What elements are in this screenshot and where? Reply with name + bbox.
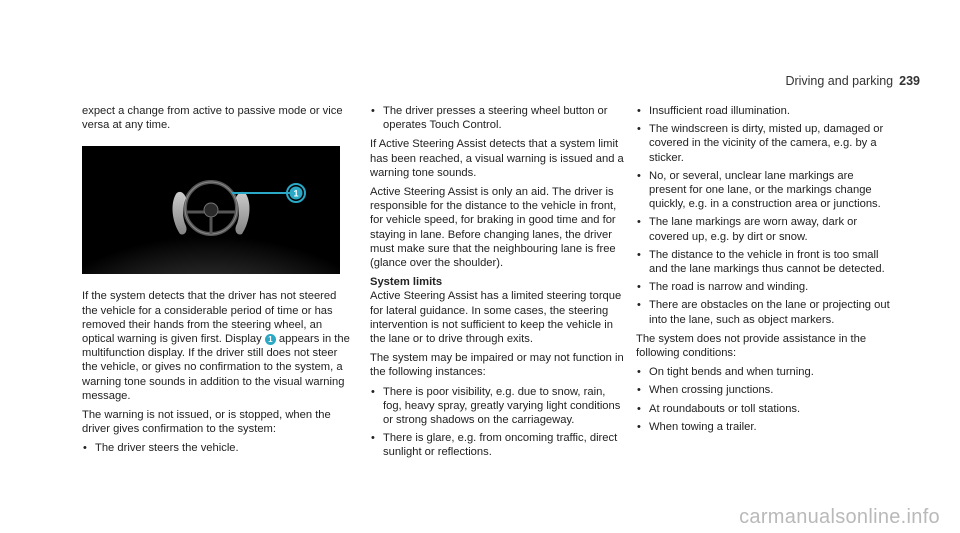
confirmation-paragraph: The warning is not issued, or is stopped, when the driver gives confirmation to the system: [82,409,331,436]
column-3 [636,104,892,438]
steering-wheel-illustration [82,146,340,274]
column-2 [370,104,625,464]
list-item: • When towing a trailer. [636,420,892,434]
warning-paragraph: If the system detects that the driver has not steered the vehicle for a considerable period of time or has removed their hands from the steering wheel, an optical warning is given first. Display 1 appears in the multifunction display. If the driver still does not steer the vehicle, or gives no confirmation to the system, a warning tone sounds in addition to the visual warning message. [82,290,350,402]
section-title: Driving and parking [785,74,894,88]
aid-paragraph: Active Steering Assist is only an aid. The driver is responsible for the distance to the vehicle in front, for vehicle speed, for braking in good time and for staying in lane. Before changing lanes, the driver must make sure that the neighbouring lane is free (glance over the shoulder). [370,186,617,270]
list-item: • The distance to the vehicle in front is too small and the lane markings thus cannot be detected. [636,248,892,276]
no-assistance-paragraph: The system does not provide assistance in the following conditions: [636,332,867,360]
page-header [785,74,920,88]
list-item: • No, or several, unclear lane markings are present for one lane, or the markings change quickly, e.g. in a construction area or junctions. [636,169,892,212]
callout-badge: 1 [265,334,276,345]
system-limit-paragraph: If Active Steering Assist detects that a system limit has been reached, a visual warning is issued and a warning tone sounds. [370,138,624,179]
list-item: • At roundabouts or toll stations. [636,402,892,416]
callout-number: 1 [293,188,299,199]
list-item: • The lane markings are worn away, dark or covered up, e.g. by dirt or snow. [636,215,892,243]
list-item: • The road is narrow and winding. [636,280,892,294]
watermark: carmanualsonline.info [739,506,940,528]
list-item: • The driver steers the vehicle. [82,441,354,455]
list-item: • There is poor visibility, e.g. due to snow, rain, fog, heavy spray, greatly varying light conditions or strong shadows on the carriageway. [370,385,625,428]
impaired-paragraph: The system may be impaired or may not function in the following instances: [370,352,624,379]
list-item: • There are obstacles on the lane or projecting out into the lane, such as object markers. [636,298,892,326]
column-1 [82,104,354,460]
page-number: 239 [899,74,920,88]
list-item: • When crossing junctions. [636,383,892,397]
intro-text: expect a change from active to passive mode or vice versa at any time. [82,105,343,132]
list-item: • Insufficient road illumination. [636,104,892,118]
list-item: • On tight bends and when turning. [636,365,892,379]
section-heading: System limits [370,276,443,289]
torque-paragraph: Active Steering Assist has a limited steering torque for lateral guidance. In some cases, the steering intervention is not sufficient to keep the vehicle in the lane or to drive through exits. [370,290,622,346]
list-item: • The windscreen is dirty, misted up, damaged or covered in the vicinity of the camera, e.g. by a sticker. [636,122,892,165]
list-item: • The driver presses a steering wheel button or operates Touch Control. [370,104,625,132]
steering-wheel-graphic [82,146,340,274]
list-item: • There is glare, e.g. from oncoming traffic, direct sunlight or reflections. [370,431,625,459]
